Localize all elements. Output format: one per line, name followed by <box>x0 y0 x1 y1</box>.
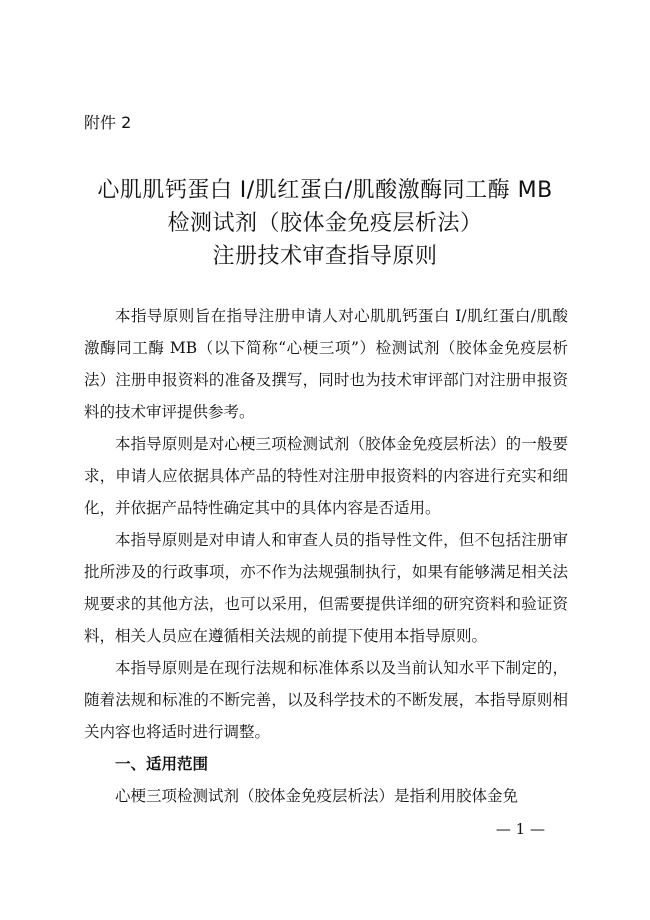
title-line: 检测试剂（胶体金免疫层析法） <box>167 211 483 236</box>
attachment-label: 附件 2 <box>84 113 132 132</box>
body-paragraph: 本指导原则旨在指导注册申请人对心肌肌钙蛋白 I/肌红蛋白/肌酸激酶同工酶 MB（以下简称“心梗三项”）检测试剂（胶体金免疫层析法）注册申报资料的准备及撰写，同时也为技术审评部门对注册申报资料的技术审评提供参考。 <box>84 307 568 421</box>
title-line: 注册技术审查指导原则 <box>212 244 438 269</box>
section-heading: 一、适用范围 <box>115 755 209 773</box>
title-line: 心肌肌钙蛋白 I/肌红蛋白/肌酸激酶同工酶 MB <box>97 178 553 203</box>
body-paragraph: 本指导原则是在现行法规和标准体系以及当前认知水平下制定的，随着法规和标准的不断完善，以及科学技术的不断发展，本指导原则相关内容也将适时进行调整。 <box>84 659 568 741</box>
body-paragraph: 本指导原则是对心梗三项检测试剂（胶体金免疫层析法）的一般要求，申请人应依据具体产品的特性对注册申报资料的内容进行充实和细化，并依据产品特性确定其中的具体内容是否适用。 <box>84 435 568 517</box>
body-paragraph: 心梗三项检测试剂（胶体金免疫层析法）是指利用胶体金免 <box>115 787 519 805</box>
page-number: — 1 — <box>495 820 545 838</box>
document-title <box>60 174 590 273</box>
document-body <box>84 300 568 812</box>
body-paragraph: 本指导原则是对申请人和审查人员的指导性文件，但不包括注册审批所涉及的行政事项，亦不作为法规强制执行，如果有能够满足相关法规要求的其他方法，也可以采用，但需要提供详细的研究资料和验证资料，相关人员应在遵循相关法规的前提下使用本指导原则。 <box>84 531 568 645</box>
